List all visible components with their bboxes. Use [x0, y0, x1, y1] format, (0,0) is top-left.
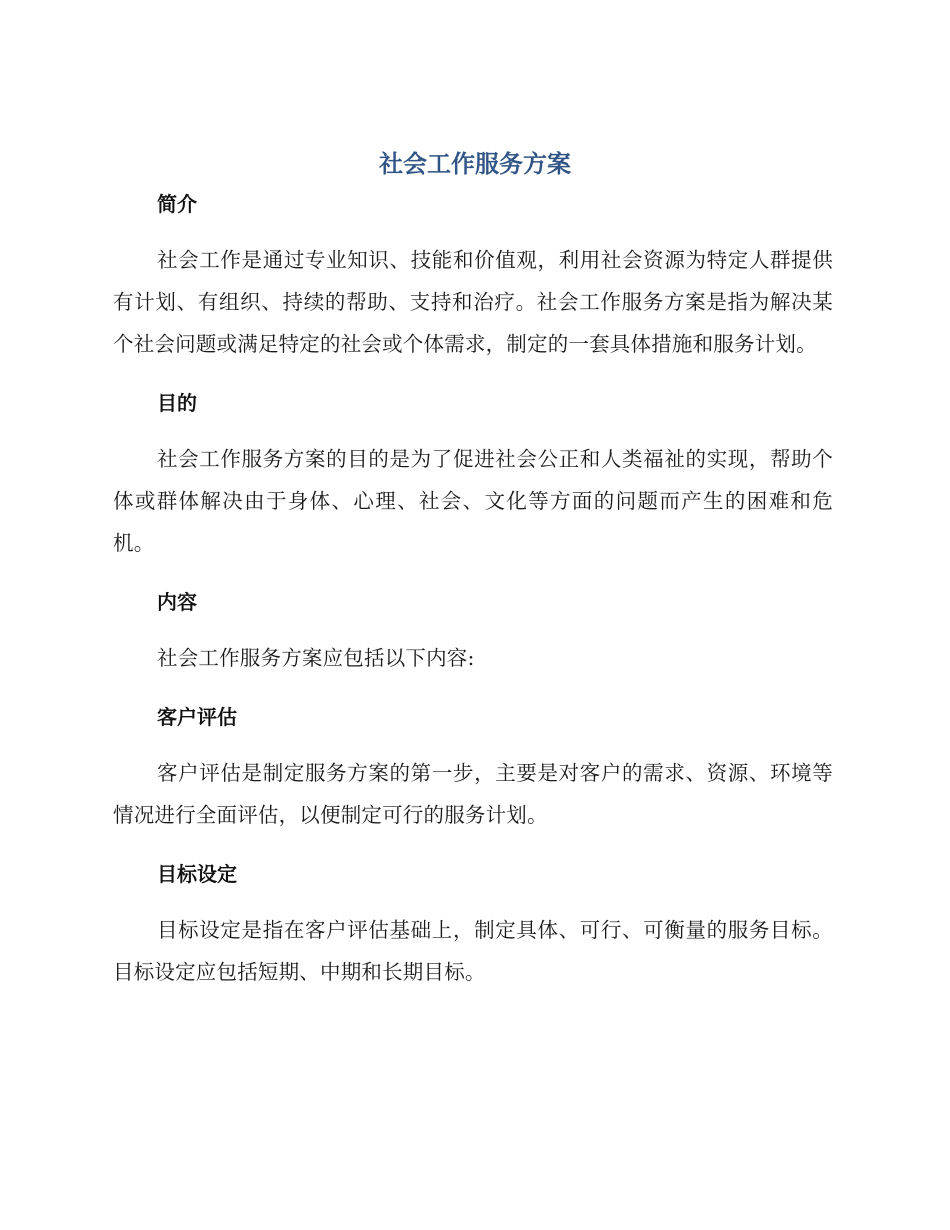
- section-client-assessment: [113, 701, 833, 858]
- section-paragraph: 社会工作服务方案应包括以下内容:: [157, 646, 475, 670]
- section-intro: [113, 188, 833, 387]
- section-goal-setting: [113, 858, 833, 993]
- section-paragraph: 社会工作是通过专业知识、技能和价值观，利用社会资源为特定人群提供有计划、有组织、持续的帮助、支持和治疗。社会工作服务方案是指为解决某个社会问题或满足特定的社会或个体需求，制定的一套具体措施和服务计划。: [113, 248, 833, 356]
- document-title: 社会工作服务方案: [379, 150, 571, 178]
- section-paragraph: 社会工作服务方案的目的是为了促进社会公正和人类福祉的实现，帮助个体或群体解决由于身体、心理、社会、文化等方面的问题而产生的困难和危机。: [113, 447, 833, 555]
- section-heading: 内容: [157, 590, 197, 614]
- document-body: [113, 188, 833, 993]
- section-heading: 目标设定: [157, 862, 237, 886]
- section-purpose: [113, 387, 833, 586]
- section-paragraph: 目标设定是指在客户评估基础上，制定具体、可行、可衡量的服务目标。目标设定应包括短期、中期和长期目标。: [113, 918, 833, 984]
- section-heading: 简介: [157, 192, 197, 216]
- section-paragraph: 客户评估是制定服务方案的第一步，主要是对客户的需求、资源、环境等情况进行全面评估，以便制定可行的服务计划。: [113, 761, 833, 827]
- section-heading: 目的: [157, 391, 197, 415]
- section-heading: 客户评估: [157, 705, 237, 729]
- section-content: [113, 586, 833, 701]
